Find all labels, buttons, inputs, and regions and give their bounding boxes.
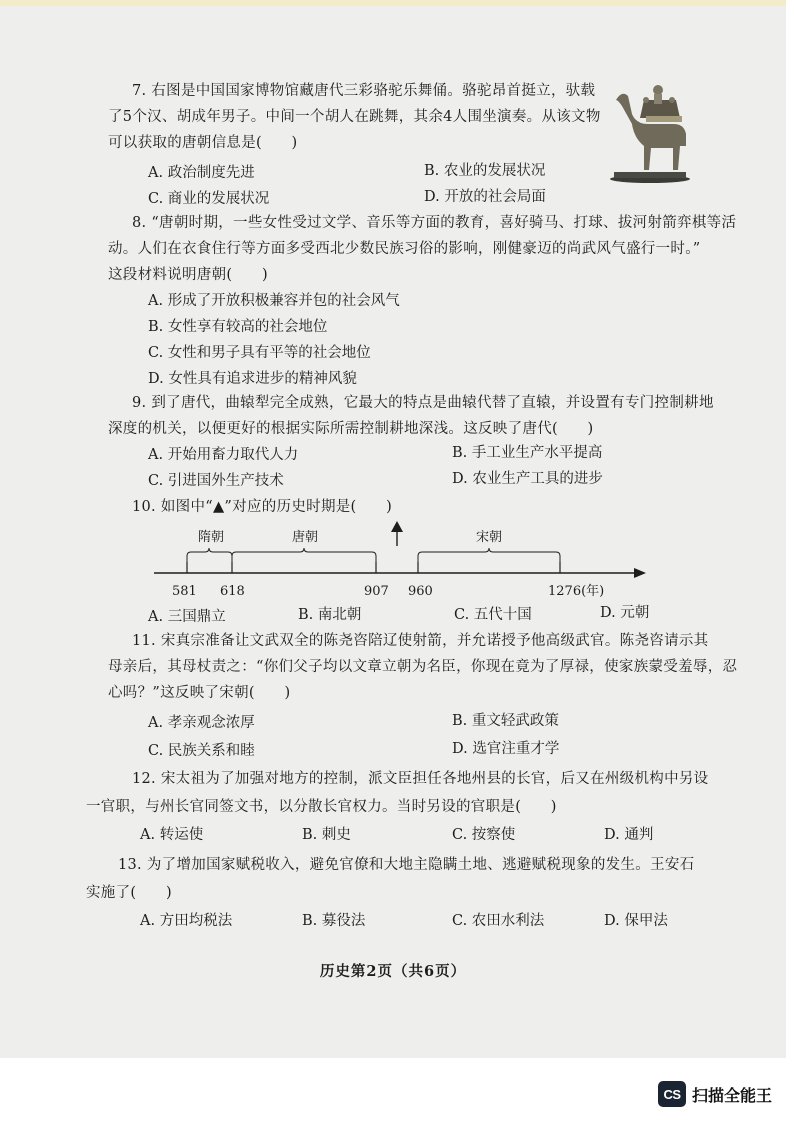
q12-line-1: 12. 宋太祖为了加强对地方的控制，派文臣担任各地州县的长官，后又在州级机构中另设	[132, 771, 709, 787]
q10-option-d: D. 元朝	[600, 605, 650, 621]
q10-line-1: 10. 如图中“▲”对应的历史时期是( )	[132, 499, 393, 515]
q7-option-c: C. 商业的发展状况	[148, 191, 270, 207]
q13-option-d: D. 保甲法	[604, 913, 668, 929]
q10-option-a: A. 三国鼎立	[148, 609, 226, 625]
triangle-marker-icon	[391, 521, 403, 532]
q8-option-b: B. 女性享有较高的社会地位	[148, 319, 328, 335]
page-footer: 历史第2页（共6页）	[319, 963, 467, 980]
q8-option-d: D. 女性具有追求进步的精神风貌	[148, 371, 357, 387]
brace-sui	[187, 548, 232, 562]
timeline-arrow-icon	[634, 568, 646, 578]
label-song: 宋朝	[476, 530, 503, 545]
q9-line-1: 9. 到了唐代，曲辕犁完全成熟，它最大的特点是曲辕代替了直辕，并设置有专门控制耕地	[132, 395, 714, 411]
camscanner-logo-icon: CS	[658, 1081, 686, 1107]
scanner-watermark	[658, 1080, 772, 1108]
q12-line-2: 一官职，与州长官同签文书，以分散长官权力。当时另设的官职是( )	[86, 799, 557, 815]
q9-line-2: 深度的机关，以便更好的根据实际所需控制耕地深浅。这反映了唐代( )	[108, 421, 594, 437]
q12-option-d: D. 通判	[604, 827, 654, 843]
q8-option-a: A. 形成了开放积极兼容并包的社会风气	[148, 293, 400, 309]
q13-line-1: 13. 为了增加国家赋税收入，避免官僚和大地主隐瞒土地、逃避赋税现象的发生。王安石	[118, 857, 695, 873]
year-960: 960	[408, 584, 433, 599]
q9-option-a: A. 开始用畜力取代人力	[148, 447, 299, 463]
q11-option-c: C. 民族关系和睦	[148, 743, 255, 759]
q9-option-b: B. 手工业生产水平提高	[452, 445, 603, 461]
q11-option-a: A. 孝亲观念浓厚	[148, 715, 255, 731]
q7-line-3: 可以获取的唐朝信息是( )	[108, 135, 298, 151]
q9-option-d: D. 农业生产工具的进步	[452, 471, 603, 487]
year-1276: 1276(年)	[548, 584, 605, 599]
q10-option-c: C. 五代十国	[454, 607, 532, 623]
brace-tang	[232, 548, 376, 562]
year-581: 581	[172, 584, 197, 599]
q12-option-a: A. 转运使	[140, 827, 204, 843]
q13-line-2: 实施了( )	[86, 885, 172, 901]
q11-option-b: B. 重文轻武政策	[452, 713, 559, 729]
q13-option-b: B. 募役法	[302, 913, 366, 929]
q8-line-3: 这段材料说明唐朝( )	[108, 267, 268, 283]
dynasty-timeline	[150, 516, 650, 604]
q12-option-c: C. 按察使	[452, 827, 516, 843]
q13-option-a: A. 方田均税法	[140, 913, 233, 929]
q7-option-b: B. 农业的发展状况	[424, 163, 546, 179]
label-sui: 隋朝	[198, 530, 225, 545]
q8-line-2: 动。人们在衣食住行等方面多受西北少数民族习俗的影响，刚健豪迈的尚武风气盛行一时。”	[108, 241, 701, 257]
q11-option-d: D. 选官注重才学	[452, 741, 560, 757]
brace-song	[418, 548, 560, 562]
year-907: 907	[364, 584, 389, 599]
q7-option-a: A. 政治制度先进	[148, 165, 255, 181]
q12-option-b: B. 刺史	[302, 827, 351, 843]
q7-line-1: 7. 右图是中国国家博物馆藏唐代三彩骆驼乐舞俑。骆驼昂首挺立，驮载	[132, 83, 596, 99]
q11-line-1: 11. 宋真宗准备让文武双全的陈尧咨陪辽使射箭，并允诺授予他高级武官。陈尧咨请示其	[132, 633, 709, 649]
q11-line-2: 母亲后，其母杖责之：“你们父子均以文章立朝为名臣，你现在竟为了厚禄，使家族蒙受羞辱，忍	[108, 659, 738, 675]
label-tang: 唐朝	[292, 530, 319, 545]
q8-option-c: C. 女性和男子具有平等的社会地位	[148, 345, 371, 361]
q11-line-3: 心吗？”这反映了宋朝( )	[108, 685, 291, 701]
q10-option-b: B. 南北朝	[298, 607, 362, 623]
q9-option-c: C. 引进国外生产技术	[148, 473, 284, 489]
q7-option-d: D. 开放的社会局面	[424, 189, 546, 205]
page-top-edge	[0, 0, 786, 6]
q7-line-2: 了5个汉、胡成年男子。中间一个胡人在跳舞，其余4人围坐演奏。从该文物	[108, 109, 601, 125]
scanner-app-name: 扫描全能王	[692, 1085, 773, 1105]
year-618: 618	[220, 584, 245, 599]
q13-option-c: C. 农田水利法	[452, 913, 545, 929]
q8-line-1: 8. “唐朝时期，一些女性受过文学、音乐等方面的教育，喜好骑马、打球、拔河射箭弈棋等活	[132, 215, 737, 231]
camel-figurine-image	[606, 80, 694, 184]
